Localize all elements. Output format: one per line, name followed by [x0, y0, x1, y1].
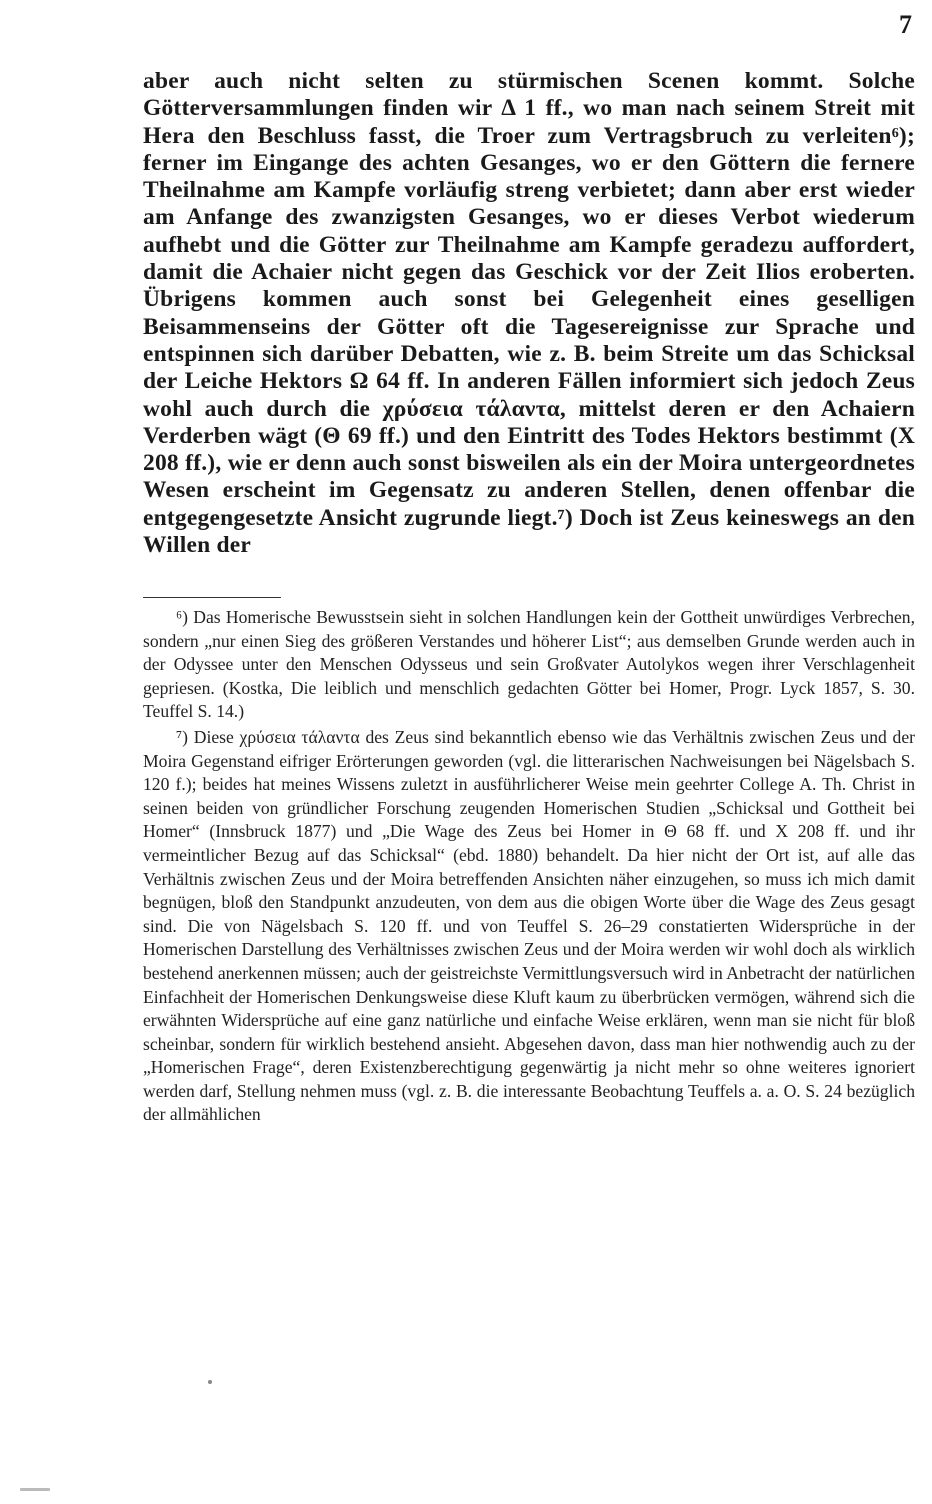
footnote-7: ⁷) Diese χρύσεια τάλαντα des Zeus sind bekanntlich ebenso wie das Verhältnis zwischen Zeus und der Moira Gegenstand eifriger Erörterungen geworden (vgl. die litterarischen Nachweisungen bei Nägelsbach S. 120 f.); beides hat meines Wissens zuletzt in ausführlicherer Weise mein geehrter College A. Th. Christ in seinen beiden von gründlicher Forschung zeugenden Homerischen Studien „Schicksal und Gottheit bei Homer“ (Innsbruck 1877) und „Die Wage des Zeus bei Homer in Θ 68 ff. und X 208 ff. und ihr vermeintlicher Bezug auf das Schicksal“ (ebd. 1880) behandelt. Da hier nicht der Ort ist, auf alle das Verhältnis zwischen Zeus und der Moira betreffenden Ansichten näher einzugehen, so muss ich mich damit begnügen, bloß den Standpunkt anzudeuten, von dem aus die obigen Worte über die Wage des Zeus gesagt sind. Die von Nägelsbach S. 120 ff. und von Teuffel S. 26–29 constatierten Widersprüche in der Homerischen Darstellung des Verhältnisses zwischen Zeus und der Moira werden wir wohl doch als wirklich bestehend anerkennen müssen; auch der geistreichste Vermittlungsversuch wird in Anbetracht der natürlichen Einfachheit der Homerischen Denkungsweise diese Kluft kaum zu überbrücken vermögen, während sich die erwähnten Widersprüche auf eine ganz natürliche und einfache Weise erklären, wenn man sie nicht für bloß scheinbar, sondern für wirklich bestehend ansieht. Abgesehen davon, dass man hier nothwendig auch zu der „Homerischen Frage“, deren Existenzberechtigung gegenwärtig ja nicht mehr so ohne weiteres ignoriert werden darf, Stellung nehmen muss (vgl. z. B. die interessante Beobachtung Teuffels a. a. O. S. 24 bezüglich der allmählichen: [143, 726, 915, 1125]
footnote-6: ⁶) Das Homerische Bewusstsein sieht in solchen Handlungen kein der Gottheit unwürdiges Verbrechen, sondern „nur einen Sieg des größeren Verstandes und höherer List“; aus demselben Grunde werden auch in der Odyssee unter den Menschen Odysseus und sein Großvater Autolykos wegen ihrer Verschlagenheit gepriesen. (Kostka, Die leiblich und menschlich gedachten Götter bei Homer, Progr. Lyck 1857, S. 30. Teuffel S. 14.): [143, 607, 915, 722]
footnote-separator: [143, 597, 281, 598]
page-number: 7: [899, 10, 912, 39]
scan-speck: [208, 1380, 212, 1384]
scan-speck: [20, 1488, 50, 1491]
body-paragraph: aber auch nicht selten zu stürmischen Scenen kommt. Solche Götterversammlungen finden wir Δ 1 ff., wo man nach seinem Streit mit Hera den Beschluss fasst, die Troer zum Vertragsbruch zu verleiten⁶); ferner im Eingange des achten Gesanges, wo er den Göttern die fernere Theilnahme am Kampfe vorläufig streng verbietet; dann aber erst wieder am Anfange des zwanzigsten Gesanges, wo er dieses Verbot wiederum aufhebt und die Götter zur Theilnahme am Kampfe geradezu auffordert, damit die Achaier nicht gegen das Geschick vor der Zeit Ilios eroberten. Übrigens kommen auch sonst bei Gelegenheit eines geselligen Beisammenseins der Götter oft die Tagesereignisse zur Sprache und entspinnen sich darüber Debatten, wie z. B. beim Streite um das Schicksal der Leiche Hektors Ω 64 ff. In anderen Fällen informiert sich jedoch Zeus wohl auch durch die χρύσεια τάλαντα, mittelst deren er den Achaiern Verderben wägt (Θ 69 ff.) und den Eintritt des Todes Hektors bestimmt (X 208 ff.), wie er denn auch sonst bisweilen als ein der Moira untergeordnetes Wesen erscheint im Gegensatz zu anderen Stellen, denen offenbar die entgegengesetzte Ansicht zugrunde liegt.⁷) Doch ist Zeus keineswegs an den Willen der: [143, 68, 915, 559]
main-body-text: [143, 68, 915, 559]
footnotes: [143, 606, 915, 1127]
